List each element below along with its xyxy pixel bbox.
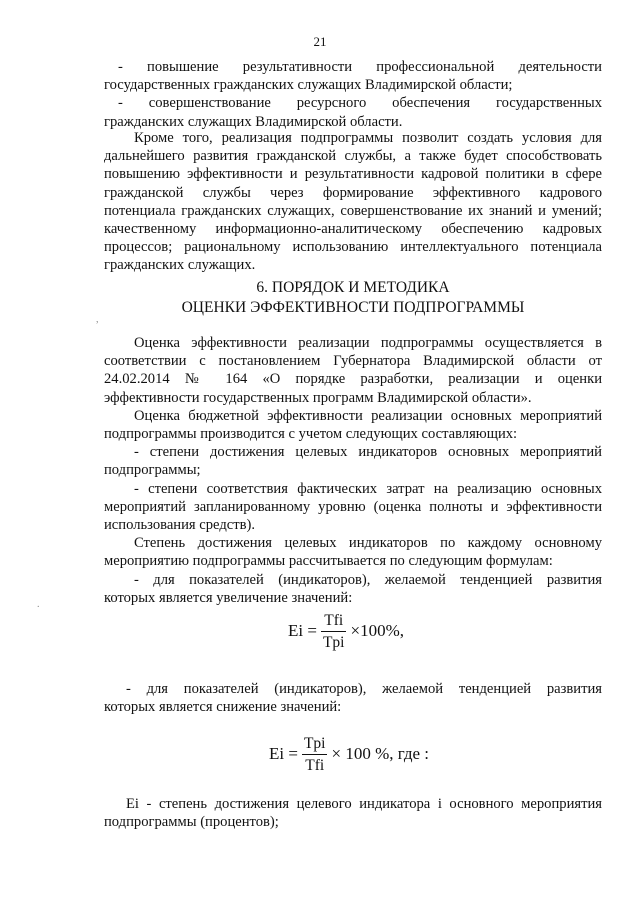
formula-decrease xyxy=(269,734,429,775)
paragraph-line: подпрограммы производится с учетом следующих составляющих: xyxy=(104,426,518,443)
paragraph-methodology xyxy=(104,334,602,607)
paragraph-line: дальнейшего развития гражданской службы, а также будет способствовать xyxy=(104,148,602,165)
paragraph-development xyxy=(104,129,602,275)
paragraph-line: гражданских служащих. xyxy=(104,257,256,274)
paragraph-decrease xyxy=(104,680,602,716)
paragraph-line: - для показателей (индикаторов), желаемой тенденцией развития xyxy=(134,571,602,588)
section-heading-line2: ОЦЕНКИ ЭФФЕКТИВНОСТИ ПОДПРОГРАММЫ xyxy=(181,299,525,316)
section-heading-line1: 6. ПОРЯДОК И МЕТОДИКА xyxy=(256,279,450,296)
paragraph-line: 24.02.2014 № 164 «О порядке разработки, реализации и оценки xyxy=(104,371,602,388)
paragraph-line: мероприятию подпрограммы рассчитывается по следующим формулам: xyxy=(104,553,553,570)
paragraph-line: эффективности государственных программ Владимирской области». xyxy=(104,389,532,406)
page-number: 21 xyxy=(313,34,327,49)
formula-numerator: Tpi xyxy=(303,735,326,752)
paragraph-line: подпрограммы; xyxy=(104,462,201,479)
paragraph-line: которых является снижение значений: xyxy=(104,699,342,716)
paragraph-line: Оценка эффективности реализации подпрограммы осуществляется в xyxy=(134,335,602,351)
formula-numerator: Tfi xyxy=(324,612,344,629)
paragraph-line: которых является увеличение значений: xyxy=(104,589,353,606)
paragraph-line: - степени соответствия фактических затрат на реализацию основных xyxy=(134,480,602,497)
formula-lhs: Ei = xyxy=(288,621,317,641)
paragraph-line: - для показателей (индикаторов), желаемой тенденцией развития xyxy=(126,681,602,697)
paragraph-line: Ei - степень достижения целевого индикатора i основного мероприятия xyxy=(126,796,602,812)
formula-fraction xyxy=(302,734,328,775)
paragraph-line: мероприятий запланированному уровню (оценка полноты и эффективности xyxy=(104,498,602,515)
formula-rhs: × 100 %, где : xyxy=(331,744,430,764)
formula-denominator: Tfi xyxy=(305,757,325,774)
paragraph-line: использования средств). xyxy=(104,517,256,534)
paragraph-line: Кроме того, реализация подпрограммы позволит создать условия для xyxy=(134,130,602,146)
scan-speck: . xyxy=(37,599,40,610)
paragraph-line: Степень достижения целевых индикаторов по каждому основному xyxy=(134,535,602,552)
bullet-line: - совершенствование ресурсного обеспечения государственных xyxy=(118,95,602,112)
paragraph-line: гражданской службы через формирование эффективного кадрового xyxy=(104,184,602,201)
bullet-line: - повышение результативности профессиональной деятельности xyxy=(118,59,602,75)
paragraph-definition xyxy=(104,795,602,831)
scan-speck: , xyxy=(96,314,99,325)
formula-denominator: Tpi xyxy=(322,634,345,651)
formula-rhs: ×100%, xyxy=(350,621,404,641)
formula-fraction xyxy=(321,611,347,652)
section-heading xyxy=(104,278,602,318)
bullet-line: гражданских служащих Владимирской области. xyxy=(104,113,403,130)
paragraph-line: качественному информационно-аналитическому обеспечению кадровых xyxy=(104,221,602,238)
paragraph-line: - степени достижения целевых индикаторов основных мероприятий xyxy=(134,444,602,461)
formula-increase xyxy=(288,611,404,652)
paragraph-line: процессов; рациональному использованию интеллектуального потенциала xyxy=(104,239,602,256)
paragraph-line: повышению эффективности и результативности кадровой политики в сфере xyxy=(104,166,602,183)
paragraph-line: потенциала гражданских служащих, совершенствование их знаний и умений; xyxy=(104,202,602,219)
bullet-line: государственных гражданских служащих Владимирской области; xyxy=(104,77,513,94)
bullet-list-top xyxy=(104,58,602,131)
paragraph-line: подпрограммы (процентов); xyxy=(104,814,279,831)
paragraph-line: соответствии с постановлением Губернатора Владимирской области от xyxy=(104,353,602,370)
formula-lhs: Ei = xyxy=(269,744,298,764)
paragraph-line: Оценка бюджетной эффективности реализации основных мероприятий xyxy=(134,407,602,424)
